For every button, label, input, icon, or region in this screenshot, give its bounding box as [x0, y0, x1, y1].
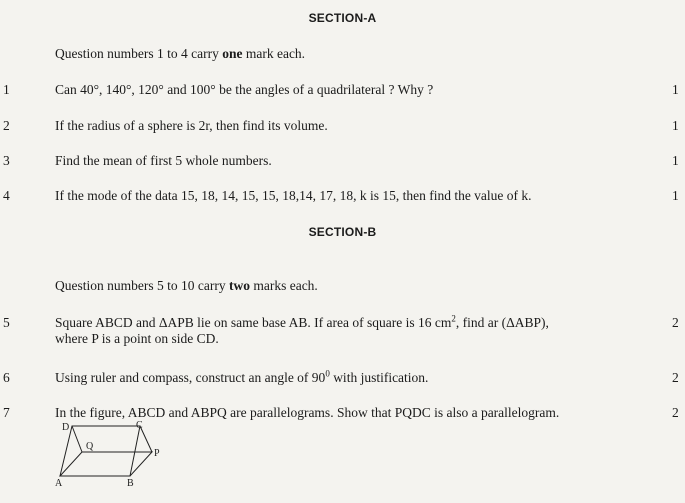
label-c: C [136, 420, 143, 431]
question-number: 6 [3, 370, 10, 385]
instruction-text: Question numbers 1 to 4 carry [55, 46, 223, 61]
instruction-bold: two [228, 278, 250, 293]
segment-dq [72, 426, 82, 452]
question-text [55, 315, 660, 347]
label-a: A [55, 478, 63, 488]
question-text-part: , find ar (ΔABP), [455, 315, 549, 330]
section-a-title: SECTION-A [308, 11, 377, 25]
question-marks: 1 [672, 118, 679, 133]
section-b-instruction [55, 278, 318, 294]
question-marks: 1 [672, 82, 679, 97]
question-text: If the radius of a sphere is 2r, then find its volume. [55, 118, 328, 133]
section-a-instruction [55, 46, 305, 62]
question-number: 3 [3, 153, 10, 168]
parallelogram-abcd [60, 426, 140, 476]
question-marks: 2 [672, 315, 679, 330]
question-number: 7 [3, 405, 10, 420]
instruction-text: mark each. [242, 46, 306, 61]
question-text-part: where P is a point on side CD. [55, 331, 219, 346]
question-text-part: with justification. [329, 370, 429, 385]
instruction-text: marks each. [249, 278, 318, 293]
question-number: 5 [3, 315, 10, 330]
instruction-text: Question numbers 5 to 10 carry [55, 278, 229, 293]
question-text: Find the mean of first 5 whole numbers. [55, 153, 272, 168]
question-text: If the mode of the data 15, 18, 14, 15, 15, 18,14, 17, 18, k is 15, then find the value of k. [55, 188, 532, 203]
question-text-part: Using ruler and compass, construct an angle of 90 [55, 370, 326, 385]
parallelogram-abpq [60, 452, 152, 476]
label-p: P [154, 448, 160, 459]
superscript: 0 [325, 368, 330, 379]
question-text: In the figure, ABCD and ABPQ are parallelograms. Show that PQDC is also a parallelogram. [55, 405, 560, 420]
question-text [55, 370, 660, 386]
question-marks: 2 [672, 405, 679, 420]
superscript: 2 [451, 313, 456, 324]
question-marks: 1 [672, 153, 679, 168]
section-b-title: SECTION-B [308, 225, 377, 239]
question-text-part: Square ABCD and ΔAPB lie on same base AB. If area of square is 16 cm [55, 315, 452, 330]
instruction-bold: one [222, 46, 243, 61]
parallelogram-figure [50, 418, 170, 488]
question-text: Can 40°, 140°, 120° and 100° be the angles of a quadrilateral ? Why ? [55, 82, 434, 97]
label-b: B [127, 478, 134, 488]
question-number: 1 [3, 82, 10, 97]
question-number: 4 [3, 188, 10, 203]
question-marks: 2 [672, 370, 679, 385]
question-number: 2 [3, 118, 10, 133]
question-marks: 1 [672, 188, 679, 203]
label-d: D [62, 422, 70, 433]
label-q: Q [86, 441, 94, 452]
